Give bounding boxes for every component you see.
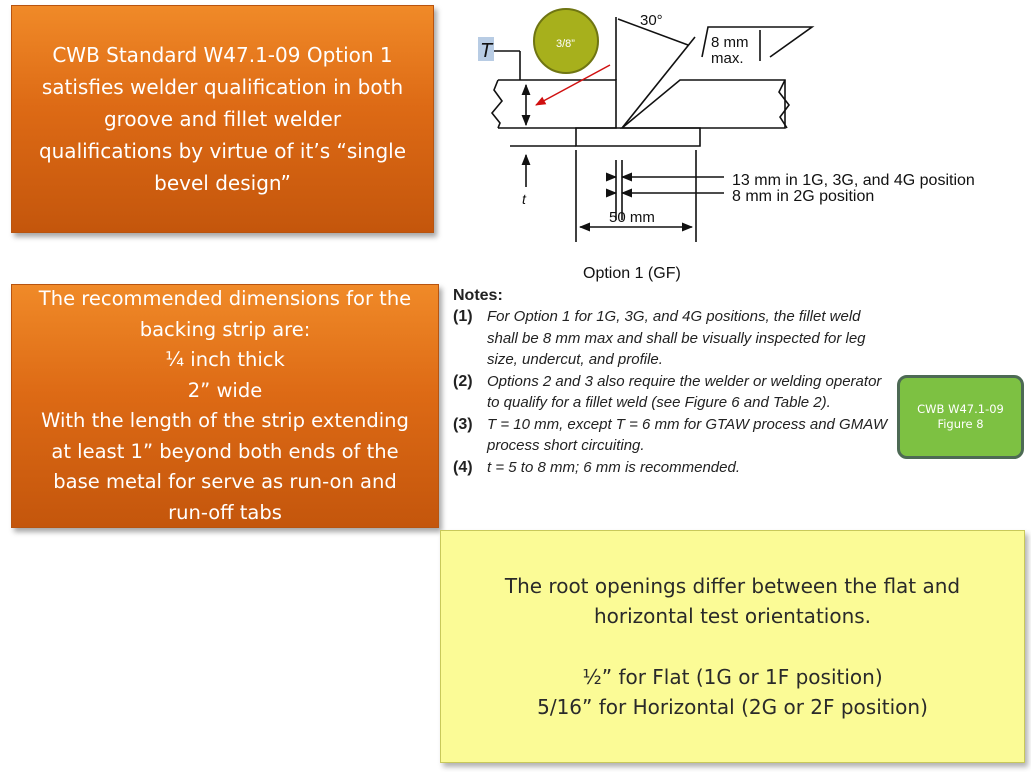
left-plate <box>498 80 616 128</box>
yellow-line-1: The root openings differ between the flat and <box>504 573 961 598</box>
root-opening-box <box>440 530 1025 763</box>
box2-line: With the length of the strip extending <box>41 409 409 432</box>
angle-label: 30° <box>640 12 663 29</box>
box2-line: base metal for serve as run-on and <box>53 470 397 493</box>
note-item <box>453 414 893 457</box>
box1-line: CWB Standard W47.1-09 Option 1 <box>52 43 393 67</box>
T-label: T <box>480 40 493 62</box>
yellow-line-2: horizontal test orientations. <box>593 604 872 628</box>
left-break-line <box>492 80 502 128</box>
notes-title: Notes: <box>453 287 503 304</box>
note-item <box>453 457 893 479</box>
box2-line: backing strip are: <box>139 317 311 341</box>
box2-line: 2” wide <box>187 378 263 402</box>
note-text: Options 2 and 3 also require the welder or welding operator to qualify for a fillet weld (see Figure 6 and Table 2). <box>487 372 882 411</box>
note-text: t = 5 to 8 mm; 6 mm is recommended. <box>487 458 741 476</box>
badge-line-2: Figure 8 <box>937 417 984 431</box>
note-text: For Option 1 for 1G, 3G, and 4G positions, the fillet weld shall be 8 mm max and shall be visually inspected for leg size, undercut, and profile. <box>487 308 866 368</box>
t-label: t <box>522 191 526 207</box>
right-break-line <box>779 80 789 128</box>
box2-line: at least 1” beyond both ends of the <box>51 439 399 463</box>
backing-strip <box>576 128 700 146</box>
backing-strip-box <box>11 284 439 528</box>
note-number: (4) <box>453 458 473 476</box>
width-label: 50 mm <box>609 209 655 226</box>
figure-reference-badge <box>897 375 1024 459</box>
option1-description-box <box>11 5 434 233</box>
dim-label-1: 13 mm in 1G, 3G, and 4G position <box>732 172 975 189</box>
box1-line: qualifications by virtue of it’s “single <box>38 139 407 163</box>
box1-line: bevel design” <box>154 171 291 195</box>
weld-joint-diagram <box>470 5 1020 285</box>
note-text: T = 10 mm, except T = 6 mm for GTAW process and GMAW process short circuiting. <box>487 415 888 454</box>
box2-line: run-off tabs <box>168 500 282 524</box>
yellow-line-3: ½” for Flat (1G or 1F position) <box>582 664 883 689</box>
box2-line: ¼ inch thick <box>165 348 285 371</box>
note-number: (2) <box>453 372 473 390</box>
note-item <box>453 371 893 414</box>
max-label-2: max. <box>711 50 744 67</box>
note-number: (3) <box>453 415 473 433</box>
dim-label-2: 8 mm in 2G position <box>732 188 875 205</box>
max-label-1: 8 mm <box>711 34 749 51</box>
box1-line: groove and fillet welder <box>103 107 342 131</box>
box1-line: satisfies welder qualification in both <box>41 75 404 99</box>
note-item <box>453 306 893 371</box>
right-plate <box>622 80 785 128</box>
callout-label: 3/8” <box>556 38 575 50</box>
notes-section <box>453 286 893 478</box>
yellow-line-4: 5/16” for Horizontal (2G or 2F position) <box>537 695 928 719</box>
badge-line-1: CWB W47.1-09 <box>917 402 1004 416</box>
note-number: (1) <box>453 308 473 325</box>
box2-line: The recommended dimensions for the <box>38 287 412 310</box>
diagram-caption: Option 1 (GF) <box>583 265 681 282</box>
